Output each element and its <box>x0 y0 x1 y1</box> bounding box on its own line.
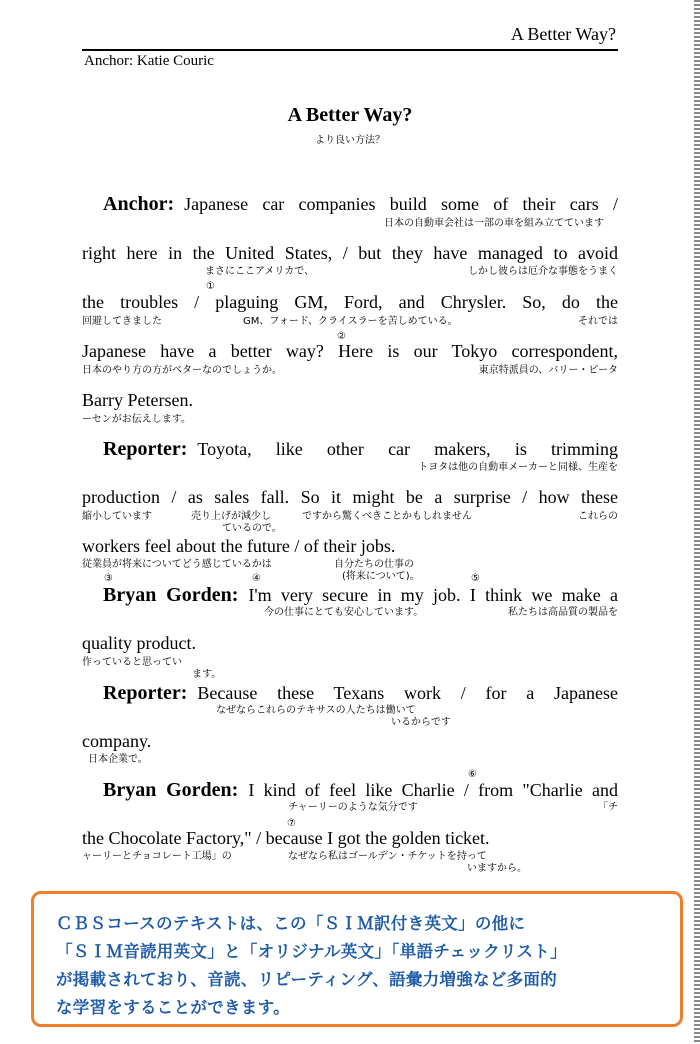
phrase-marker: ⑦ <box>287 818 296 829</box>
translation-gloss: 日本の自動車会社は一部の車を組み立てています <box>384 218 604 229</box>
transcript-line: the troubles / plaguing GM, Ford, and Chrysler. So, do the <box>82 292 618 312</box>
translation-gloss: 縮小しています <box>82 511 152 522</box>
translation-gloss: しかし彼らは厄介な事態をうまく <box>468 266 618 277</box>
transcript-line: Bryan Gorden: I'm very secure in my job. I think we make a <box>103 584 618 606</box>
translation-gloss: ているので。 <box>222 523 282 534</box>
transcript-line: Barry Petersen. <box>82 390 193 410</box>
translation-gloss: いるからです <box>391 717 451 728</box>
running-header-title: A Better Way? <box>510 24 616 44</box>
translation-gloss: なぜならこれらのテキサスの人たちは働いて <box>216 705 416 716</box>
anchor-credit: Anchor: Katie Couric <box>84 53 214 69</box>
note-text-line: な学習をすることができます。 <box>56 998 290 1017</box>
phrase-marker: ③ <box>104 573 113 584</box>
transcript-line: quality product. <box>82 633 196 653</box>
translation-gloss: なぜなら私はゴールデン・チケットを持って <box>288 851 487 862</box>
translation-gloss: 回避してきました <box>82 316 162 327</box>
translation-gloss: それでは <box>578 316 618 327</box>
translation-gloss: 自分たちの仕事の <box>334 559 414 570</box>
transcript-line: Reporter: Toyota, like other car makers, is trimming <box>103 438 618 460</box>
translation-gloss: ます。 <box>192 669 222 680</box>
transcript-line: the Chocolate Factory," / because I got the golden ticket. <box>82 828 490 848</box>
translation-gloss: 「チ <box>598 802 618 813</box>
translation-gloss: 日本のやり方の方がベターなのでしょうか。 <box>82 365 282 376</box>
translation-gloss: (将来について)。 <box>342 571 420 582</box>
translation-gloss: ですから驚くべきことかもしれません <box>302 511 472 522</box>
translation-gloss: 日本企業で。 <box>88 754 148 765</box>
transcript-line: Anchor: Japanese car companies build some of their cars / <box>103 193 618 215</box>
translation-gloss: いますから。 <box>467 863 527 874</box>
speaker-label: Bryan Gorden: <box>103 584 239 606</box>
speaker-label: Reporter: <box>103 438 188 460</box>
header-rule <box>82 49 618 51</box>
page-edge-decoration <box>694 0 700 1044</box>
translation-gloss: GM、フォード、クライスラーを苦しめている。 <box>243 316 458 327</box>
transcript-line: Japanese have a better way? Here is our Tokyo correspondent, <box>82 341 618 361</box>
transcript-line: right here in the United States, / but they have managed to avoid <box>82 243 618 263</box>
speaker-label: Reporter: <box>103 682 188 704</box>
speaker-label: Bryan Gorden: <box>103 779 239 801</box>
translation-gloss: 私たちは高品質の製品を <box>508 607 618 618</box>
translation-gloss: まさにここアメリカで、 <box>205 266 315 277</box>
article-title: A Better Way? <box>287 104 413 126</box>
translation-gloss: 作っていると思ってい <box>82 657 182 668</box>
note-text-line: ＣＢＳコースのテキストは、この「ＳＩＭ訳付き英文」の他に <box>56 914 526 933</box>
transcript-line: production / as sales fall. So it might be a surprise / how these <box>82 487 618 507</box>
translation-gloss: チャーリーのような気分です <box>288 802 418 813</box>
phrase-marker: ⑤ <box>471 573 480 584</box>
transcript-line: workers feel about the future / of their jobs. <box>82 536 396 556</box>
translation-gloss: 今の仕事にとても安心しています。 <box>264 607 424 618</box>
phrase-marker: ⑥ <box>468 769 477 780</box>
transcript-line: Reporter: Because these Texans work / for a Japanese <box>103 682 618 704</box>
phrase-marker: ④ <box>252 573 261 584</box>
translation-gloss: 売り上げが減少し <box>191 511 271 522</box>
translation-gloss: これらの <box>578 511 618 522</box>
note-text-line: 「ＳＩＭ音読用英文」と「オリジナル英文」「単語チェックリスト」 <box>56 942 567 961</box>
article-title-japanese: より良い方法？ <box>315 135 385 146</box>
translation-gloss: ャーリーとチョコレート工場」の <box>82 851 232 862</box>
phrase-marker: ② <box>337 331 346 342</box>
transcript-line: company. <box>82 731 152 751</box>
note-text-line: が掲載されており、音読、リピーティング、語彙力増強など多面的 <box>56 970 558 989</box>
phrase-marker: ① <box>206 281 215 292</box>
translation-gloss: 東京特派員の、バリー・ピータ <box>478 365 618 376</box>
course-info-note <box>31 891 683 1027</box>
translation-gloss: ーセンがお伝えします。 <box>82 414 191 425</box>
translation-gloss: 従業員が将来についてどう感じているかは <box>82 559 272 570</box>
speaker-label: Anchor: <box>103 193 175 215</box>
transcript-line: Bryan Gorden: I kind of feel like Charlie / from "Charlie and <box>103 779 618 801</box>
translation-gloss: トヨタは他の自動車メーカーと同様、生産を <box>418 462 618 473</box>
